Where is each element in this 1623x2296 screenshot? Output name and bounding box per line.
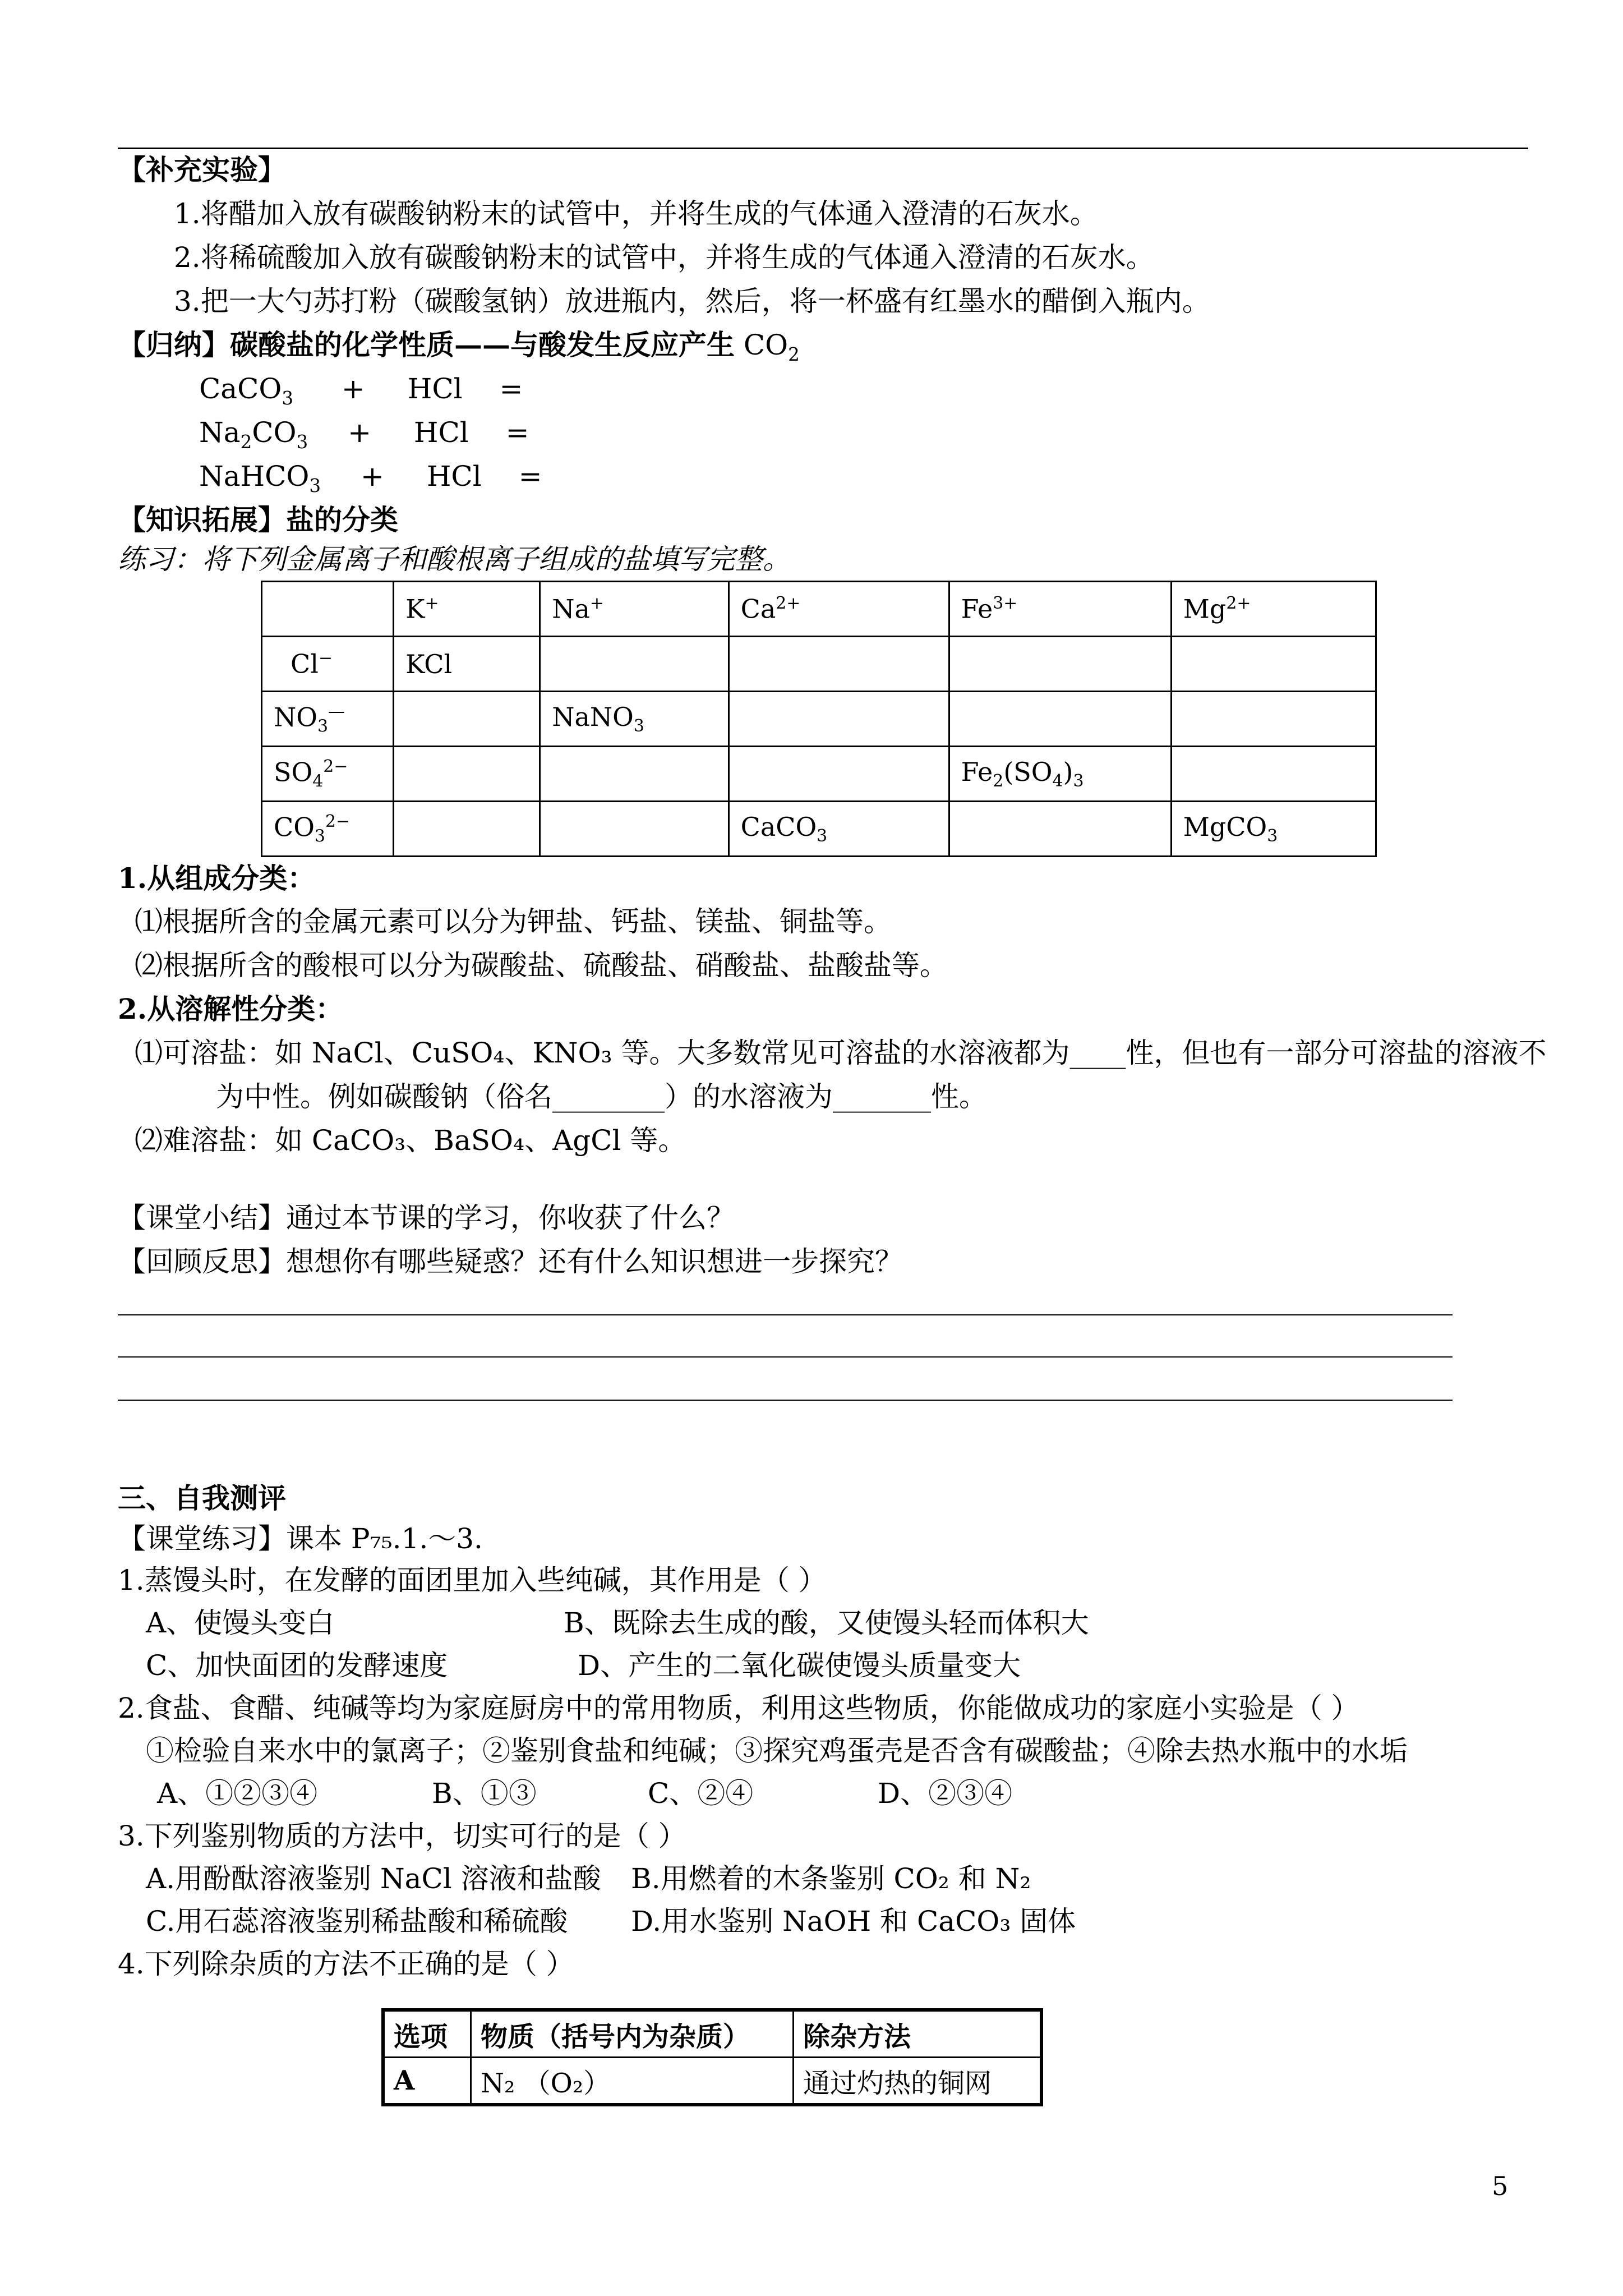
salt-cell xyxy=(728,637,949,692)
question-3: 3.下列鉴别物质的方法中，切实可行的是（ ） xyxy=(118,1820,686,1852)
salt-cell xyxy=(949,692,1171,747)
q1-option-a: A、使馒头变白 xyxy=(146,1607,335,1639)
salt-cell xyxy=(394,747,540,802)
salt-cell xyxy=(394,802,540,857)
class-summary: 【课堂小结】通过本节课的学习，你收获了什么？ xyxy=(118,1202,735,1234)
page-number: 5 xyxy=(1492,2171,1509,2201)
equation-3: NaHCO$_3$ + HCl = xyxy=(199,460,542,496)
reflection: 【回顾反思】想想你有哪些疑惑？还有什么知识想进一步探究？ xyxy=(118,1245,903,1278)
classification-1-item-2: ⑵根据所含的酸根可以分为碳酸盐、硫酸盐、硝酸盐、盐酸盐等。 xyxy=(135,949,948,982)
q2-option-b: B、①③ xyxy=(432,1777,537,1810)
q1-option-b: B、既除去生成的酸，又使馒头轻而体积大 xyxy=(564,1607,1089,1639)
anion-cell: $CO_3^{2-}$ xyxy=(262,802,394,857)
equation-2: $Na_2CO_3$ + HCl = xyxy=(199,416,529,453)
classification-2-item-2: ⑵难溶盐：如 CaCO₃、BaSO₄、AgCl 等。 xyxy=(135,1124,686,1157)
salt-cell: NaNO$_3$ xyxy=(540,692,728,747)
knowledge-title: 【知识拓展】盐的分类 xyxy=(118,503,398,536)
header-cation: Na+ xyxy=(540,582,728,637)
classification-1-item-1: ⑴根据所含的金属元素可以分为钾盐、钙盐、镁盐、铜盐等。 xyxy=(135,905,892,938)
q1-option-d: D、产生的二氧化碳使馒头质量变大 xyxy=(578,1649,1021,1682)
option-cell: A xyxy=(383,2058,471,2105)
impurity-table-header xyxy=(383,2010,1041,2058)
question-2: 2.食盐、食醋、纯碱等均为家庭厨房中的常用物质，利用这些物质，你能做成功的家庭小实验是（ ） xyxy=(118,1692,1359,1724)
salt-cell xyxy=(394,692,540,747)
salt-cell: KCl xyxy=(394,637,540,692)
anion-cell: $NO_3^—$ xyxy=(262,692,394,747)
classification-1-title: 1.从组成分类： xyxy=(118,862,316,895)
q3-option-a: A.用酚酞溶液鉴别 NaCl 溶液和盐酸 xyxy=(146,1862,601,1895)
answer-line-3 xyxy=(118,1400,1453,1401)
supp-exp-item-1: 1.将醋加入放有碳酸钠粉末的试管中，并将生成的气体通入澄清的石灰水。 xyxy=(174,197,1098,230)
table-row xyxy=(262,637,1376,692)
salt-cell: CaCO$_3$ xyxy=(728,802,949,857)
equation-1: CaCO$_3$ + HCl = xyxy=(199,372,523,409)
question-1: 1.蒸馒头时，在发酵的面团里加入些纯碱，其作用是（ ） xyxy=(118,1564,827,1596)
question-4: 4.下列除杂质的方法不正确的是（ ） xyxy=(118,1948,574,1980)
summary-title: 【归纳】碳酸盐的化学性质——与酸发生反应产生 $CO_2$ xyxy=(118,328,800,365)
q3-option-c: C.用石蕊溶液鉴别稀盐酸和稀硫酸 xyxy=(146,1905,568,1938)
salt-cell xyxy=(949,637,1171,692)
q2-option-a: A、①②③④ xyxy=(157,1777,318,1810)
substance-cell: N₂ （O₂） xyxy=(471,2058,794,2105)
q1-option-c: C、加快面团的发酵速度 xyxy=(146,1649,448,1682)
impurity-table xyxy=(381,2008,1043,2106)
salt-cell xyxy=(540,637,728,692)
header-cation: $Mg^{2+}$ xyxy=(1171,582,1376,637)
classification-2-item-1a: ⑴可溶盐：如 NaCl、CuSO₄、KNO₃ 等。大多数常见可溶盐的水溶液都为____性，但也有一部分可溶盐的溶液不 xyxy=(135,1037,1547,1069)
header-cation: K+ xyxy=(394,582,540,637)
q2-description: ①检验自来水中的氯离子；②鉴别食盐和纯碱；③探究鸡蛋壳是否含有碳酸盐；④除去热水瓶中的水垢 xyxy=(146,1734,1408,1767)
header-rule xyxy=(118,148,1528,149)
salt-cell: MgCO$_3$ xyxy=(1171,802,1376,857)
header-cation: $Fe^{3+}$ xyxy=(949,582,1171,637)
salt-cell xyxy=(540,802,728,857)
header-cell: 除杂方法 xyxy=(794,2010,1042,2058)
salt-cell xyxy=(1171,747,1376,802)
salt-table-header xyxy=(262,582,1376,637)
q2-option-c: C、②④ xyxy=(648,1777,754,1810)
table-row xyxy=(262,692,1376,747)
answer-line-2 xyxy=(118,1356,1453,1358)
supp-exp-item-3: 3.把一大勺苏打粉（碳酸氢钠）放进瓶内，然后，将一杯盛有红墨水的醋倒入瓶内。 xyxy=(174,285,1210,318)
q3-option-d: D.用水鉴别 NaOH 和 CaCO₃ 固体 xyxy=(631,1905,1076,1938)
table-row xyxy=(262,747,1376,802)
answer-line-1 xyxy=(118,1314,1453,1315)
salt-cell xyxy=(949,802,1171,857)
classification-2-item-1b: 为中性。例如碳酸钠（俗名________）的水溶液为_______性。 xyxy=(216,1080,987,1113)
q2-option-d: D、②③④ xyxy=(878,1777,1013,1810)
q3-option-b: B.用燃着的木条鉴别 CO₂ 和 N₂ xyxy=(631,1862,1031,1895)
salt-table xyxy=(261,581,1377,857)
salt-cell xyxy=(728,692,949,747)
practice-note: 【课堂练习】课本 P₇₅.1.～3. xyxy=(118,1522,483,1555)
header-blank xyxy=(262,582,394,637)
header-cell: 物质（括号内为杂质） xyxy=(471,2010,794,2058)
self-test-title: 三、自我测评 xyxy=(118,1481,286,1515)
table-row xyxy=(262,802,1376,857)
table-row xyxy=(383,2058,1041,2105)
header-cation: $Ca^{2+}$ xyxy=(728,582,949,637)
header-cell: 选项 xyxy=(383,2010,471,2058)
salt-cell xyxy=(1171,692,1376,747)
salt-cell xyxy=(728,747,949,802)
salt-cell xyxy=(1171,637,1376,692)
supp-exp-title: 【补充实验】 xyxy=(118,153,286,186)
anion-cell: $SO_4^{2-}$ xyxy=(262,747,394,802)
anion-cell: Cl− xyxy=(262,637,394,692)
supp-exp-item-2: 2.将稀硫酸加入放有碳酸钠粉末的试管中，并将生成的气体通入澄清的石灰水。 xyxy=(174,241,1154,274)
salt-cell xyxy=(540,747,728,802)
salt-cell: $Fe_2(SO_4)_3$ xyxy=(949,747,1171,802)
classification-2-title: 2.从溶解性分类： xyxy=(118,992,344,1025)
method-cell: 通过灼热的铜网 xyxy=(794,2058,1042,2105)
exercise-instruction: 练习：将下列金属离子和酸根离子组成的盐填写完整。 xyxy=(118,543,791,576)
